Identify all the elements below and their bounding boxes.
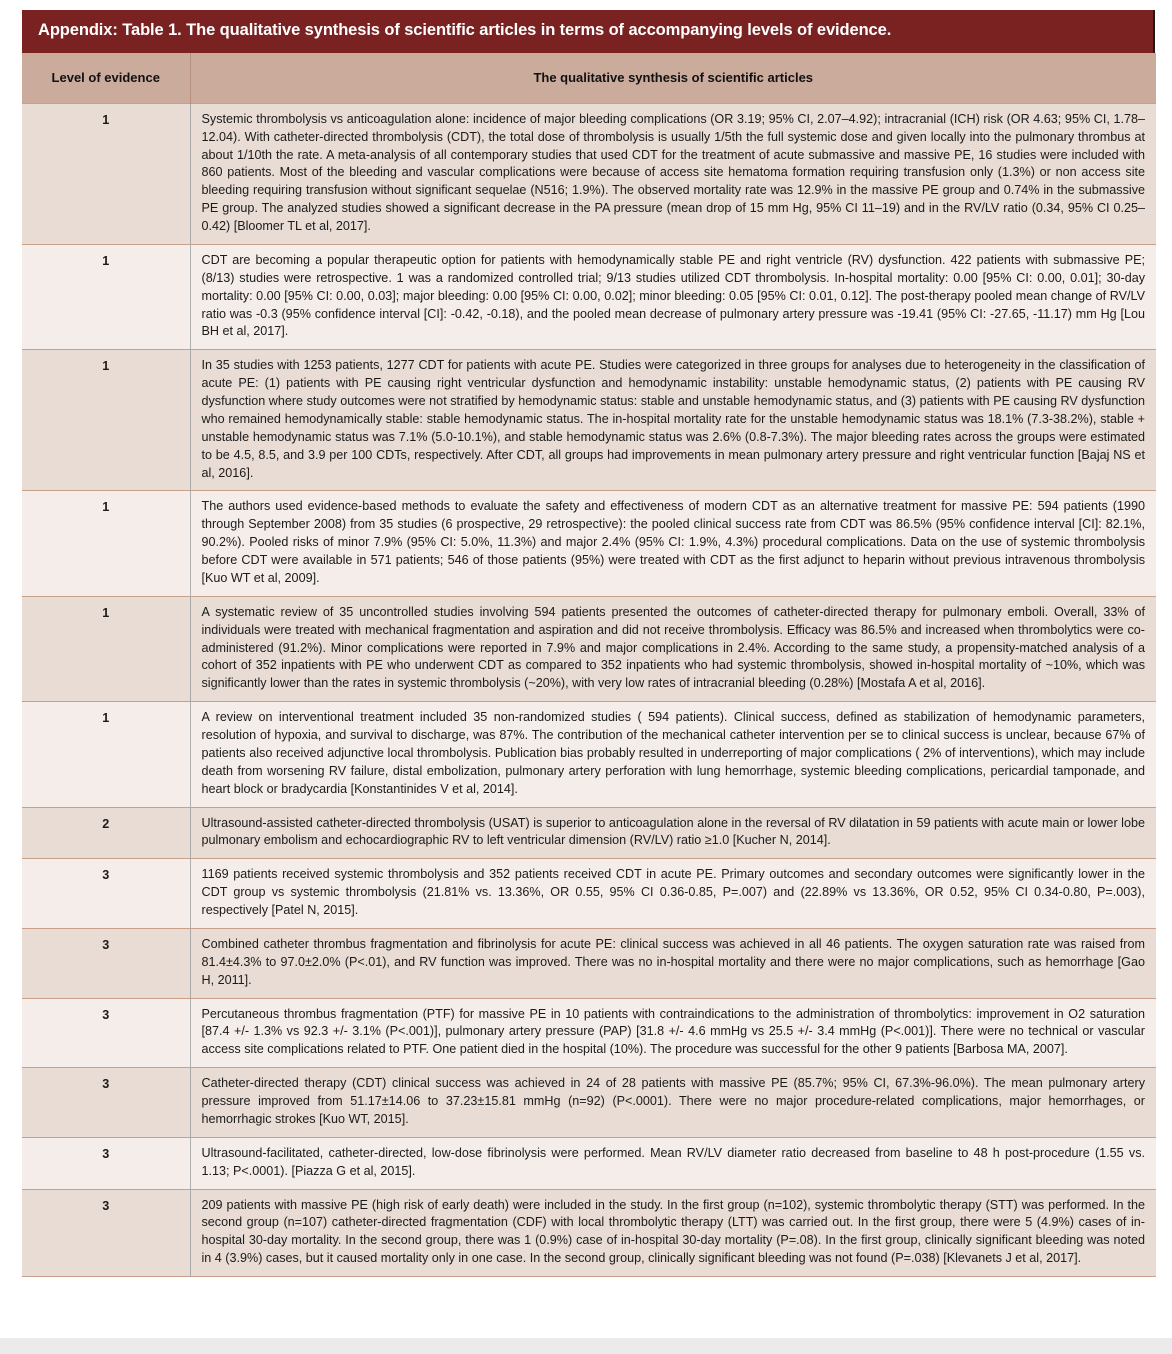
table-row: [22, 350, 1156, 491]
table-row: [22, 491, 1156, 596]
table-head: [22, 53, 1156, 104]
cell-level-of-evidence: 1: [22, 596, 190, 701]
cell-level-of-evidence: 3: [22, 998, 190, 1068]
cell-qualitative-synthesis: A systematic review of 35 uncontrolled studies involving 594 patients presented the outcomes of catheter-directed therapy for pulmonary emboli. Overall, 33% of individuals were treated with mechanical fragmentation and aspiration and did not receive thrombolysis. Efficacy was 86.5% and increased when thrombolytics were co-administered (91.2%). Minor complications were reported in 7.9% and major complications in 2.4%. According to the same study, a propensity-matched analysis of a cohort of 352 inpatients with PE who underwent CDT as compared to 352 inpatients who had systemic thrombolysis, showed in-hospital mortality of ~10%, which was significantly lower than the rates in systemic thrombolysis (~20%), with very low rates of intracranial bleeding (0.28%) [Mostafa A et al, 2016].: [190, 596, 1156, 701]
column-header-level-of-evidence: Level of evidence: [22, 53, 190, 104]
table-row: [22, 596, 1156, 701]
cell-qualitative-synthesis: CDT are becoming a popular therapeutic option for patients with hemodynamically stable PE and right ventricle (RV) dysfunction. 422 patients with submassive PE; (8/13) studies were retrospective. 1 was a randomized controlled trial; 9/13 studies utilized CDT thrombolysis. In-hospital mortality: 0.00 [95% CI: 0.00, 0.01]; 30-day mortality: 0.00 [95% CI: 0.00, 0.03]; major bleeding: 0.00 [95% CI: 0.00, 0.02]; minor bleeding: 0.05 [95% CI: 0.01, 0.12]. The post-therapy pooled mean change of RV/LV ratio was -0.3 (95% confidence interval [CI]: -0.42, -0.18), and the pooled mean decrease of pulmonary artery pressure was -19.41 (95% CI: -27.65, -11.17) mm Hg [Lou BH et al, 2017].: [190, 244, 1156, 349]
cell-level-of-evidence: 3: [22, 1189, 190, 1277]
cell-qualitative-synthesis: Percutaneous thrombus fragmentation (PTF) for massive PE in 10 patients with contraindications to the administration of thrombolytics: improvement in O2 saturation [87.4 +/- 1.3% vs 92.3 +/- 3.1% (P<.001)], pulmonary artery pressure (PAP) [31.8 +/- 4.6 mmHg vs 25.5 +/- 3.4 mmHg (P<.001)]. There were no technical or vascular access site complications related to PTF. One patient died in the hospital (10%). The procedure was successful for the other 9 patients [Barbosa MA, 2007].: [190, 998, 1156, 1068]
qualitative-synthesis-table: [22, 53, 1156, 1277]
table-row: [22, 103, 1156, 244]
table-row: [22, 928, 1156, 998]
cell-level-of-evidence: 3: [22, 1137, 190, 1189]
cell-qualitative-synthesis: Catheter-directed therapy (CDT) clinical success was achieved in 24 of 28 patients with massive PE (85.7%; 95% CI, 67.3%-96.0%). The mean pulmonary artery pressure improved from 51.17±14.06 to 37.23±15.81 mmHg (n=92) (P<.0001). There were no major procedure-related complications, major hemorrhages, or hemorrhagic strokes [Kuo WT, 2015].: [190, 1068, 1156, 1138]
cell-level-of-evidence: 3: [22, 1068, 190, 1138]
cell-qualitative-synthesis: Ultrasound-assisted catheter-directed thrombolysis (USAT) is superior to anticoagulation alone in the reversal of RV dilatation in 59 patients with acute main or lower lobe pulmonary embolism and echocardiographic RV to left ventricular dimension (RV/LV) ratio ≥1.0 [Kucher N, 2014].: [190, 807, 1156, 859]
appendix-table-container: [22, 10, 1156, 1277]
cell-qualitative-synthesis: Systemic thrombolysis vs anticoagulation alone: incidence of major bleeding complications (OR 3.19; 95% CI, 2.07–4.92); intracranial (ICH) risk (OR 4.63; 95% CI, 1.78–12.04). With catheter-directed thrombolysis (CDT), the total dose of thrombolysis is usually 1/5th the full systemic dose and given locally into the pulmonary thrombus at about 1/10th the rate. A meta-analysis of all contemporary studies that used CDT for the treatment of acute submassive and massive PE, 16 studies were included with 860 patients. Most of the bleeding and vascular complications were because of access site hematoma formation requiring transfusion only (1.3%) or non access site bleeding requiring transfusion without significant sequelae (N516; 1.9%). The observed mortality rate was 12.9% in the massive PE group and 0.74% in the submassive PE group. The analyzed studies showed a significant decrease in the PA pressure (mean drop of 15 mm Hg, 95% CI 11–19) and in the RV/LV ratio (0.34, 95% CI 0.25–0.42) [Bloomer TL et al, 2017].: [190, 103, 1156, 244]
table-row: [22, 244, 1156, 349]
cell-qualitative-synthesis: In 35 studies with 1253 patients, 1277 CDT for patients with acute PE. Studies were categorized in three groups for analyses due to heterogeneity in the classification of acute PE: (1) patients with PE causing right ventricular dysfunction and hemodynamic instability: unstable hemodynamic status, (2) patients with PE causing RV dysfunction where study outcomes were not stratified by hemodynamic status: stable and unstable hemodynamic status, and (3) patients with PE causing RV dysfunction who remained hemodynamically stable: stable hemodynamic status. The in-hospital mortality rate for the unstable hemodynamic status was 18.1% (7.3-38.2%), stable + unstable hemodynamic status was 7.1% (5.0-10.1%), and stable hemodynamic status was 2.6% (0.8-7.3%). The major bleeding rates across the groups were estimated to be 4.5, 8.5, and 3.9 per 100 CDTs, respectively. After CDT, all groups had improvements in mean pulmonary artery pressure and right ventricular function [Bajaj NS et al, 2016].: [190, 350, 1156, 491]
table-row: [22, 998, 1156, 1068]
cell-level-of-evidence: 1: [22, 350, 190, 491]
table-row: [22, 1137, 1156, 1189]
cell-level-of-evidence: 3: [22, 928, 190, 998]
cell-level-of-evidence: 1: [22, 702, 190, 807]
cell-qualitative-synthesis: The authors used evidence-based methods to evaluate the safety and effectiveness of modern CDT as an alternative treatment for massive PE: 594 patients (1990 through September 2008) from 35 studies (6 prospective, 29 retrospective): the pooled clinical success rate from CDT was 86.5% (95% confidence interval [CI]: 82.1%, 90.2%). Pooled risks of minor 7.9% (95% CI: 5.0%, 11.3%) and major 2.4% (95% CI: 1.9%, 4.3%) procedural complications. Data on the use of systemic thrombolysis before CDT were available in 571 patients; 546 of those patients (95%) were treated with CDT as the first adjunct to heparin without previous intravenous thrombolysis [Kuo WT et al, 2009].: [190, 491, 1156, 596]
table-row: [22, 1068, 1156, 1138]
cell-qualitative-synthesis: A review on interventional treatment included 35 non-randomized studies ( 594 patients). Clinical success, defined as stabilization of hemodynamic parameters, resolution of hypoxia, and survival to discharge, was 87%. The contribution of the mechanical catheter intervention per se to clinical success is unclear, because 67% of patients also received adjunctive local thrombolysis. Publication bias probably resulted in underreporting of major complications ( 2% of interventions), which may include death from worsening RV failure, distal embolization, pulmonary artery perforation with lung hemorrhage, systemic bleeding complications, pericardial tamponade, and heart block or bradycardia [Konstantinides V et al, 2014].: [190, 702, 1156, 807]
cell-level-of-evidence: 1: [22, 103, 190, 244]
column-header-qualitative-synthesis: The qualitative synthesis of scientific articles: [190, 53, 1156, 104]
table-row: [22, 1189, 1156, 1277]
cell-level-of-evidence: 2: [22, 807, 190, 859]
cell-level-of-evidence: 1: [22, 491, 190, 596]
table-title-prefix: Appendix: Table 1.: [38, 21, 182, 39]
table-body: [22, 103, 1156, 1276]
table-title-text: The qualitative synthesis of scientific articles in terms of accompanying levels of evidence.: [181, 21, 892, 39]
table-row: [22, 807, 1156, 859]
cell-level-of-evidence: 3: [22, 859, 190, 929]
cell-qualitative-synthesis: 1169 patients received systemic thrombolysis and 352 patients received CDT in acute PE. Primary outcomes and secondary outcomes were significantly lower in the CDT group vs systemic thrombolysis (21.81% vs. 13.36%, OR 0.55, 95% CI 0.36-0.85, P=.007) and (22.89% vs 13.36%, OR 0.52, 95% CI 0.34-0.80, P=.003), respectively [Patel N, 2015].: [190, 859, 1156, 929]
page-bottom-strip: [0, 1338, 1172, 1354]
cell-level-of-evidence: 1: [22, 244, 190, 349]
cell-qualitative-synthesis: Combined catheter thrombus fragmentation and fibrinolysis for acute PE: clinical success was achieved in all 46 patients. The oxygen saturation rate was raised from 81.4±4.3% to 97.0±2.0% (P<.01), and RV function was improved. There was no in-hospital mortality and there were no major complications, such as hemorrhage [Gao H, 2011].: [190, 928, 1156, 998]
table-title-bar: [22, 10, 1155, 53]
table-row: [22, 859, 1156, 929]
table-header-row: [22, 53, 1156, 104]
cell-qualitative-synthesis: Ultrasound-facilitated, catheter-directed, low-dose fibrinolysis were performed. Mean RV/LV diameter ratio decreased from baseline to 48 h post-procedure (1.55 vs. 1.13; P<.0001). [Piazza G et al, 2015].: [190, 1137, 1156, 1189]
cell-qualitative-synthesis: 209 patients with massive PE (high risk of early death) were included in the study. In the first group (n=102), systemic thrombolytic therapy (STT) was performed. In the second group (n=107) catheter-directed fragmentation (CDF) with local thrombolytic therapy (LTT) was carried out. In the first group, there were 5 (4.9%) cases of in-hospital 30-day mortality. In the second group, there was 1 (0.9%) case of in-hospital 30-day mortality (P=.08). In the first group, clinically significant bleeding was noted in 4 (3.9%) cases, but it caused mortality only in one case. In the second group, clinically significant bleeding was not found (P=.038) [Klevanets J et al, 2017].: [190, 1189, 1156, 1277]
table-row: [22, 702, 1156, 807]
